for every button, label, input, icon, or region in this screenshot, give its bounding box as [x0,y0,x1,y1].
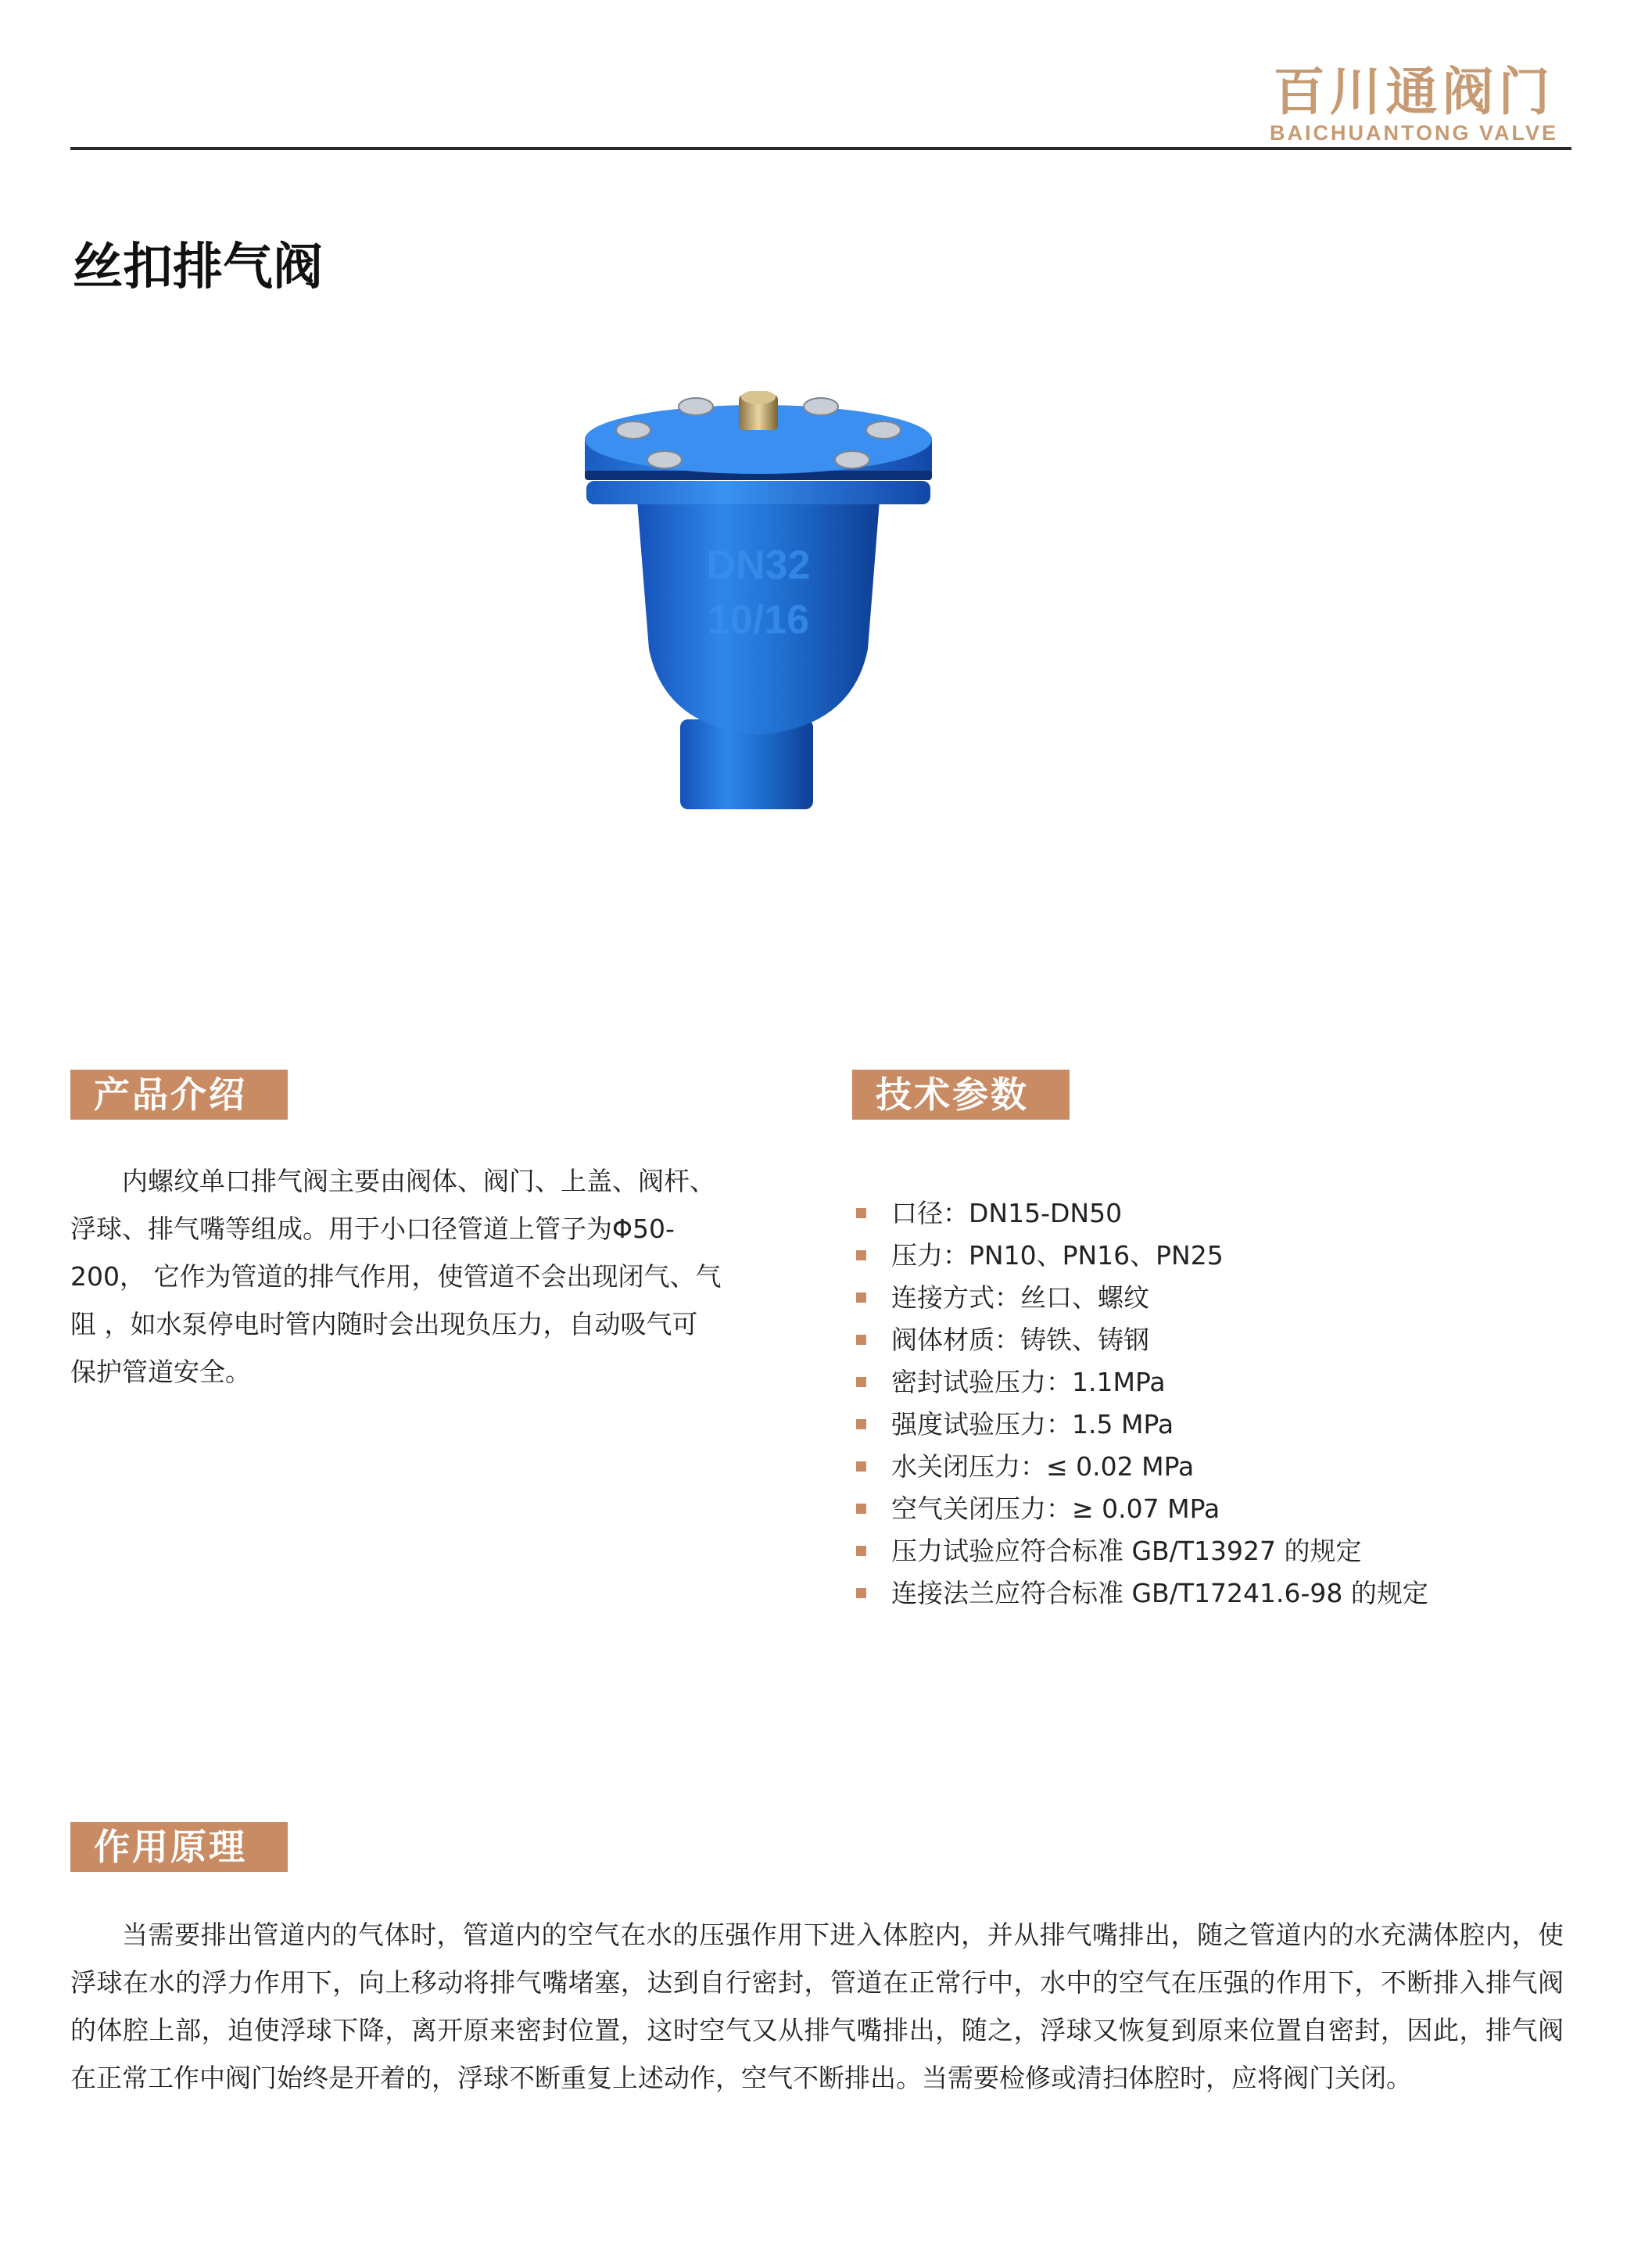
spec-item: 水关闭压力：≤ 0.02 MPa [856,1446,1428,1488]
section-title-intro: 产品介绍 [70,1070,288,1120]
brand-name-en: BAICHUANTONG VALVE [1269,121,1558,145]
bullet-square-icon [856,1419,866,1429]
spec-item: 连接法兰应符合标准 GB/T17241.6-98 的规定 [856,1572,1428,1615]
spec-list [856,1192,1428,1615]
bullet-square-icon [856,1588,866,1598]
spec-item: 密封试验压力：1.1MPa [856,1361,1428,1404]
bullet-square-icon [856,1292,866,1303]
spec-item: 空气关闭压力：≥ 0.07 MPa [856,1488,1428,1530]
brand-name-cn: 百川通阀门 [1273,62,1555,122]
section-title-spec: 技术参数 [852,1070,1070,1120]
working-principle-paragraph: 当需要排出管道内的气体时，管道内的空气在水的压强作用下进入体腔内，并从排气嘴排出，随之管道内的水充满体腔内，使浮球在水的浮力作用下，向上移动将排气嘴堵塞，达到自行密封，管道在正常行中，水中的空气在压强的作用下，不断排入排气阀的体腔上部，迫使浮球下降，离开原来密封位置，这时空气又从排气嘴排出，随之，浮球又恢复到原来位置自密封，因此，排气阀在正常工作中阀门始终是开着的，浮球不断重复上述动作，空气不断排出。当需要检修或清扫体腔时，应将阀门关闭。 [70,1920,1564,2093]
intro-paragraph: 内螺纹单口排气阀主要由阀体、阀门、上盖、阀杆、浮球、排气嘴等组成。用于小口径管道上管子为Φ50-200， 它作为管道的排气作用，使管道不会出现闭气、气阻 ，如水泵停电时管内随时会出现负压力，自动吸气可保护管道安全。 [70,1166,722,1387]
valve-product-image [571,391,946,813]
page-title: 丝扣排气阀 [73,238,323,296]
bullet-square-icon [856,1504,866,1514]
bullet-square-icon [856,1335,866,1345]
bullet-square-icon [856,1250,866,1260]
brand-logo [1269,62,1558,145]
spec-item: 强度试验压力：1.5 MPa [856,1404,1428,1446]
spec-item: 压力：PN10、PN16、PN25 [856,1235,1428,1277]
bullet-square-icon [856,1461,866,1472]
bullet-square-icon [856,1377,866,1387]
spec-item: 压力试验应符合标准 GB/T13927 的规定 [856,1530,1428,1572]
svg-text:10/16: 10/16 [707,597,810,643]
bullet-square-icon [856,1208,866,1218]
spec-item: 连接方式：丝口、螺纹 [856,1277,1428,1319]
spec-item: 阀体材质：铸铁、铸钢 [856,1319,1428,1361]
header-divider [70,147,1571,150]
bullet-square-icon [856,1546,866,1556]
section-title-working: 作用原理 [70,1822,288,1872]
spec-item: 口径：DN15-DN50 [856,1192,1428,1235]
svg-text:DN32: DN32 [706,543,811,588]
